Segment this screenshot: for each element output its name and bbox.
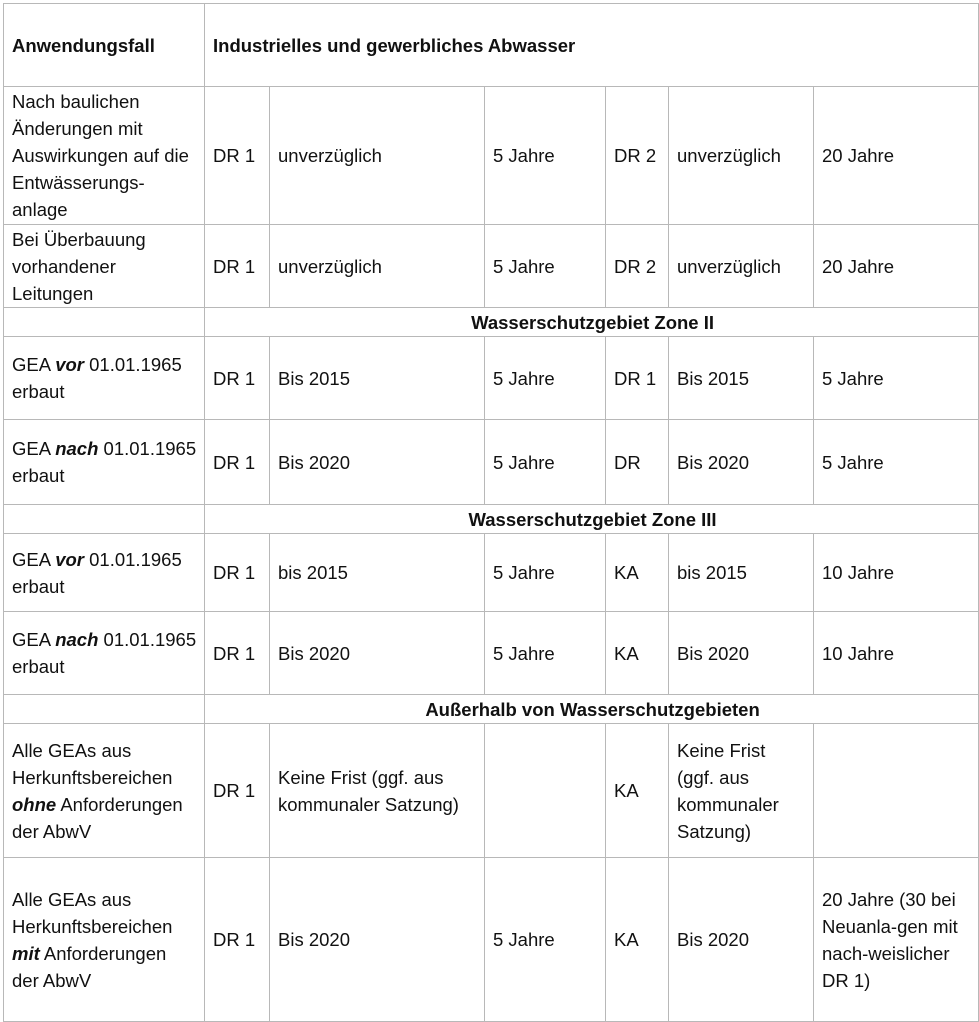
section-row — [4, 505, 979, 534]
row-label: GEA vor 01.01.1965 erbaut — [4, 337, 205, 420]
cell-b1: KA — [606, 724, 669, 858]
header-case: Anwendungsfall — [4, 4, 205, 87]
cell-b2: Bis 2020 — [669, 858, 814, 1022]
table-row — [4, 612, 979, 695]
cell-b2: bis 2015 — [669, 534, 814, 612]
header-row — [4, 4, 979, 87]
cell-a1: DR 1 — [205, 225, 270, 308]
row-label: Bei Überbauung vorhandener Leitungen — [4, 225, 205, 308]
cell-a3: 5 Jahre — [485, 534, 606, 612]
section-blank — [4, 695, 205, 724]
cell-b3: 5 Jahre — [814, 337, 979, 420]
cell-a1: DR 1 — [205, 724, 270, 858]
cell-a3: 5 Jahre — [485, 87, 606, 225]
cell-a3: 5 Jahre — [485, 420, 606, 505]
cell-a3: 5 Jahre — [485, 858, 606, 1022]
cell-b3: 20 Jahre — [814, 225, 979, 308]
cell-a1: DR 1 — [205, 337, 270, 420]
cell-a2: bis 2015 — [270, 534, 485, 612]
cell-a1: DR 1 — [205, 612, 270, 695]
cell-a3: 5 Jahre — [485, 225, 606, 308]
cell-b3 — [814, 724, 979, 858]
cell-a2: Bis 2015 — [270, 337, 485, 420]
requirements-table — [3, 3, 979, 1022]
cell-a1: DR 1 — [205, 420, 270, 505]
row-label: GEA nach 01.01.1965 erbaut — [4, 420, 205, 505]
table-row — [4, 534, 979, 612]
cell-b3: 5 Jahre — [814, 420, 979, 505]
row-label: Alle GEAs aus Herkunftsbereichen ohne Anforderungen der AbwV — [4, 724, 205, 858]
cell-a3: 5 Jahre — [485, 612, 606, 695]
cell-a2: Bis 2020 — [270, 612, 485, 695]
cell-b3: 10 Jahre — [814, 612, 979, 695]
section-title: Wasserschutzgebiet Zone II — [205, 308, 979, 337]
cell-b2: unverzüglich — [669, 87, 814, 225]
section-title: Wasserschutzgebiet Zone III — [205, 505, 979, 534]
row-label: GEA nach 01.01.1965 erbaut — [4, 612, 205, 695]
cell-b2: unverzüglich — [669, 225, 814, 308]
cell-b1: KA — [606, 858, 669, 1022]
cell-b1: KA — [606, 612, 669, 695]
cell-b1: DR 2 — [606, 225, 669, 308]
cell-b1: KA — [606, 534, 669, 612]
cell-a3 — [485, 724, 606, 858]
table-row — [4, 87, 979, 225]
cell-a3: 5 Jahre — [485, 337, 606, 420]
cell-b1: DR — [606, 420, 669, 505]
cell-a1: DR 1 — [205, 534, 270, 612]
row-label: Alle GEAs aus Herkunftsbereichen mit Anforderungen der AbwV — [4, 858, 205, 1022]
section-blank — [4, 505, 205, 534]
table-row — [4, 337, 979, 420]
cell-b2: Bis 2020 — [669, 612, 814, 695]
section-row — [4, 695, 979, 724]
cell-a2: Keine Frist (ggf. aus kommunaler Satzung) — [270, 724, 485, 858]
cell-a2: Bis 2020 — [270, 420, 485, 505]
cell-b3: 20 Jahre — [814, 87, 979, 225]
row-label: Nach baulichen Änderungen mit Auswirkungen auf die Entwässerungs-anlage — [4, 87, 205, 225]
section-blank — [4, 308, 205, 337]
cell-a1: DR 1 — [205, 87, 270, 225]
cell-b1: DR 1 — [606, 337, 669, 420]
cell-b3: 10 Jahre — [814, 534, 979, 612]
cell-b2: Bis 2020 — [669, 420, 814, 505]
cell-b1: DR 2 — [606, 87, 669, 225]
section-row — [4, 308, 979, 337]
table-row — [4, 858, 979, 1022]
cell-b3: 20 Jahre (30 bei Neuanla-gen mit nach-weislicher DR 1) — [814, 858, 979, 1022]
cell-a1: DR 1 — [205, 858, 270, 1022]
cell-b2: Bis 2015 — [669, 337, 814, 420]
cell-b2: Keine Frist (ggf. aus kommunaler Satzung) — [669, 724, 814, 858]
row-label: GEA vor 01.01.1965 erbaut — [4, 534, 205, 612]
header-group: Industrielles und gewerbliches Abwasser — [205, 4, 979, 87]
cell-a2: unverzüglich — [270, 225, 485, 308]
section-title: Außerhalb von Wasserschutzgebieten — [205, 695, 979, 724]
table-row — [4, 225, 979, 308]
cell-a2: Bis 2020 — [270, 858, 485, 1022]
cell-a2: unverzüglich — [270, 87, 485, 225]
table-row — [4, 724, 979, 858]
table-row — [4, 420, 979, 505]
